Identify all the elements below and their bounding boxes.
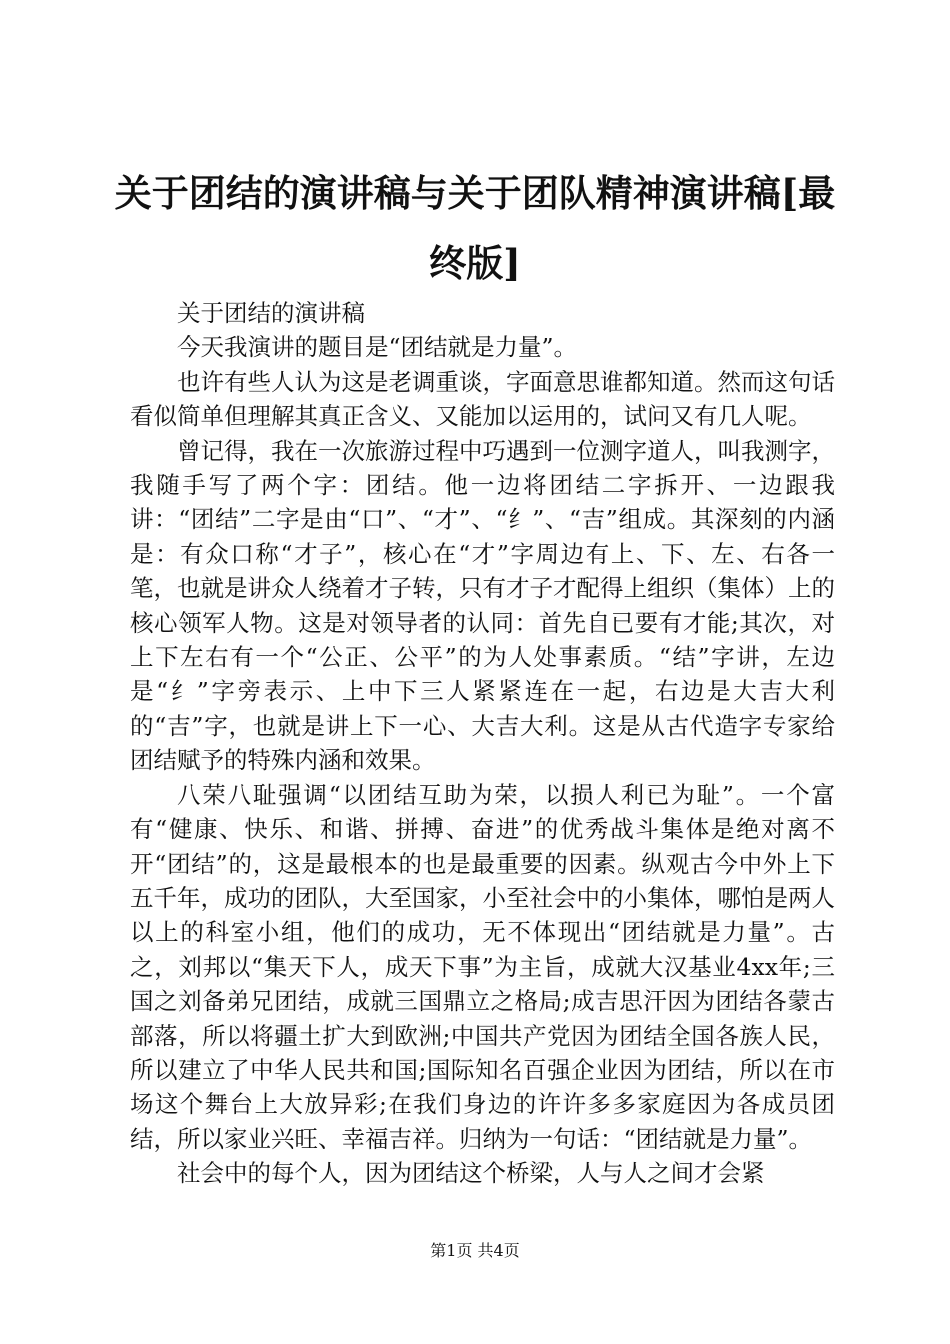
- page-footer: 第1页 共4页: [430, 1241, 520, 1260]
- paragraph: 社会中的每个人，因为团结这个桥梁，人与人之间才会紧: [177, 1159, 765, 1188]
- paragraph: 也许有些人认为这是老调重谈，字面意思谁都知道。然而这句话看似简单但理解其真正含义、又能加以运用的，试问又有几人呢。: [130, 367, 835, 431]
- paragraph-heading: 关于团结的演讲稿: [177, 299, 365, 327]
- paragraph: 曾记得，我在一次旅游过程中巧遇到一位测字道人，叫我测字，我随手写了两个字：团结。他一边将团结二字拆开、一边跟我讲：“团结”二字是由“口”、“才”、“纟”、“吉”组成。其深刻的内涵是：有众口称“才子”，核心在“才”字周边有上、下、左、右各一笔，也就是讲众人绕着才子转，只有才子才配得上组织（集体）上的核心领军人物。这是对领导者的认同：首先自已要有才能;其次，对上下左右有一个“公正、公平”的为人处事素质。“结”字讲，左边是“纟”字旁表示、上中下三人紧紧连在一起，右边是大吉大利的“吉”字，也就是讲上下一心、大吉大利。这是从古代造字专家给团结赋予的特殊内涵和效果。: [130, 436, 835, 775]
- paragraph: 今天我演讲的题目是“团结就是力量”。: [177, 333, 578, 362]
- paragraph: 八荣八耻强调“以团结互助为荣，以损人利已为耻”。一个富有“健康、快乐、和谐、拼搏、奋进”的优秀战斗集体是绝对离不开“团结”的，这是最根本的也是最重要的因素。纵观古今中外上下五千年，成功的团队，大至国家，小至社会中的小集体，哪怕是两人以上的科室小组，他们的成功，无不体现出“团结就是力量”。古之，刘邦以“集天下人，成天下事”为主旨，成就大汉基业4xx年;三国之刘备弟兄团结，成就三国鼎立之格局;成吉思汗因为团结各蒙古部落，所以将疆土扩大到欧洲;中国共产党因为团结全国各族人民，所以建立了中华人民共和国;国际知名百强企业因为团结，所以在市场这个舞台上大放异彩;在我们身边的许许多多家庭因为各成员团结，所以家业兴旺、幸福吉祥。归纳为一句话：“团结就是力量”。: [130, 780, 835, 1153]
- document-title: 关于团结的演讲稿与关于团队精神演讲稿[最终版]: [114, 171, 836, 285]
- document-body: [130, 296, 835, 1191]
